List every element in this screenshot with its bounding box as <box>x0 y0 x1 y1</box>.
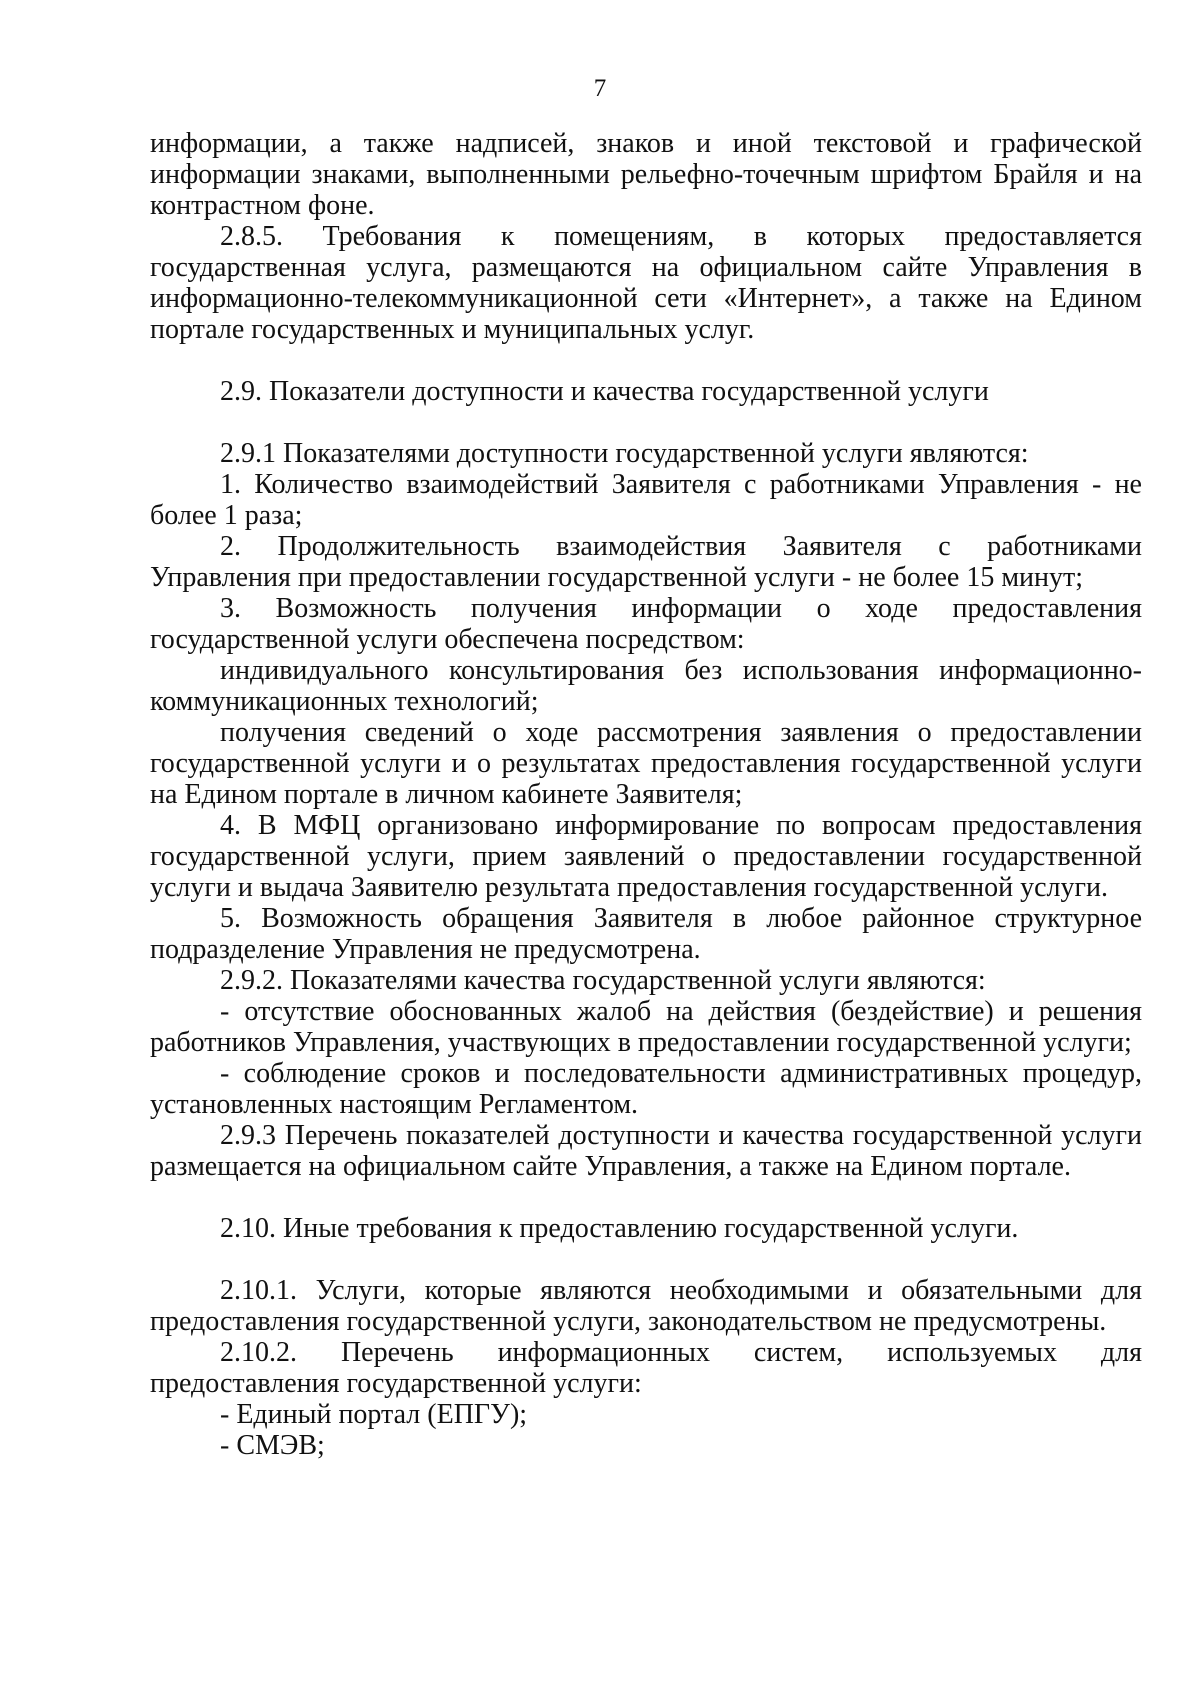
document-body <box>150 128 1142 1461</box>
spacer <box>150 345 1142 376</box>
paragraph-2-9-3: 2.9.3 Перечень показателей доступности и качества государственной услуги размещается на официальном сайте Управления, а также на Едином портале. <box>150 1120 1142 1182</box>
spacer <box>150 1182 1142 1213</box>
list-item-2: 2. Продолжительность взаимодействия Заявителя с работниками Управления при предоставлении государственной услуги - не более 15 минут; <box>150 531 1142 593</box>
list-item-5: 5. Возможность обращения Заявителя в любое районное структурное подразделение Управления не предусмотрена. <box>150 903 1142 965</box>
spacer <box>150 407 1142 438</box>
page-number: 7 <box>593 75 607 102</box>
paragraph-2-9-2: 2.9.2. Показателями качества государственной услуги являются: <box>220 965 986 996</box>
system-item-smev: - СМЭВ; <box>220 1430 325 1461</box>
system-item-epgu: - Единый портал (ЕПГУ); <box>220 1399 528 1430</box>
section-heading-2-9: 2.9. Показатели доступности и качества государственной услуги <box>220 376 989 407</box>
paragraph-2-8-5: 2.8.5. Требования к помещениям, в которых предоставляется государственная услуга, размещаются на официальном сайте Управления в информационно-телекоммуникационной сети «Интернет», а также на Едином портале государственных и муниципальных услуг. <box>150 221 1142 345</box>
list-subitem-portal: получения сведений о ходе рассмотрения заявления о предоставлении государственной услуги и о результатах предоставления государственной услуги на Едином портале в личном кабинете Заявителя; <box>150 717 1142 810</box>
paragraph-continuation: информации, а также надписей, знаков и иной текстовой и графической информации знаками, выполненными рельефно-точечным шрифтом Брайля и на контрастном фоне. <box>150 128 1142 221</box>
section-heading-2-10: 2.10. Иные требования к предоставлению государственной услуги. <box>220 1213 1019 1244</box>
list-item-1: 1. Количество взаимодействий Заявителя с работниками Управления - не более 1 раза; <box>150 469 1142 531</box>
list-item-3: 3. Возможность получения информации о ходе предоставления государственной услуги обеспечена посредством: <box>150 593 1142 655</box>
spacer <box>150 1244 1142 1275</box>
paragraph-2-9-1: 2.9.1 Показателями доступности государственной услуги являются: <box>220 438 1029 469</box>
list-subitem-consulting: индивидуального консультирования без использования информационно-коммуникационных технологий; <box>150 655 1142 717</box>
list-item-4: 4. В МФЦ организовано информирование по вопросам предоставления государственной услуги, прием заявлений о предоставлении государственной услуги и выдача Заявителю результата предоставления государственной услуги. <box>150 810 1142 903</box>
quality-item-deadlines: - соблюдение сроков и последовательности административных процедур, установленных настоящим Регламентом. <box>150 1058 1142 1120</box>
paragraph-2-10-2: 2.10.2. Перечень информационных систем, используемых для предоставления государственной услуги: <box>150 1337 1142 1399</box>
paragraph-2-10-1: 2.10.1. Услуги, которые являются необходимыми и обязательными для предоставления государственной услуги, законодательством не предусмотрены. <box>150 1275 1142 1337</box>
quality-item-complaints: - отсутствие обоснованных жалоб на действия (бездействие) и решения работников Управления, участвующих в предоставлении государственной услуги; <box>150 996 1142 1058</box>
